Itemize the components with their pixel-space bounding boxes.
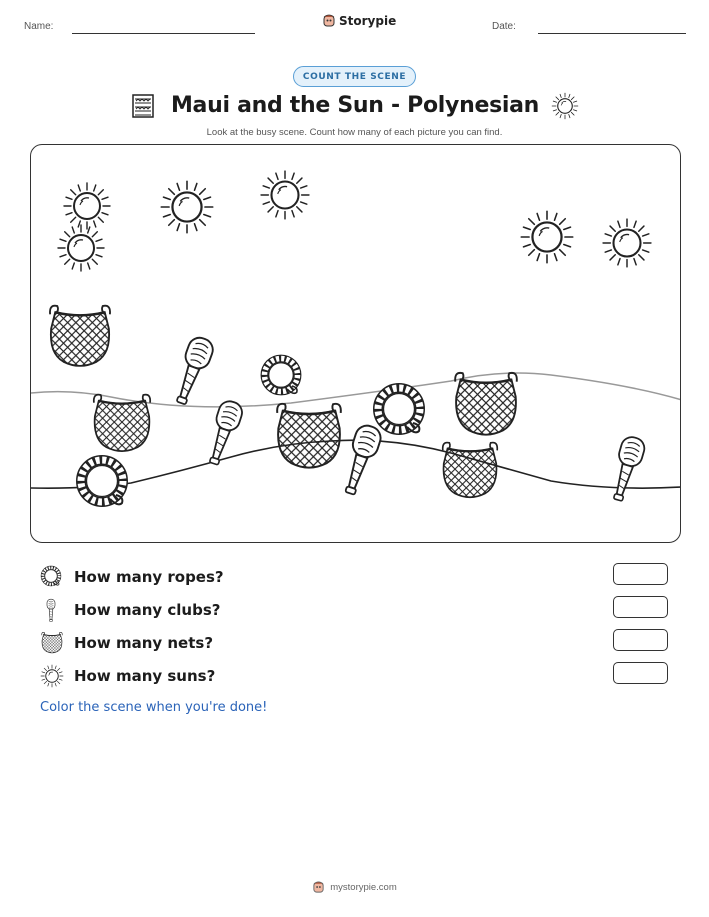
sun-icon xyxy=(259,169,311,221)
question-text: How many nets? xyxy=(74,634,214,652)
footer-url[interactable]: mystorypie.com xyxy=(330,881,397,893)
instructions: Look at the busy scene. Count how many of each picture you can find. xyxy=(206,127,503,138)
page-header xyxy=(0,0,709,50)
count-the-scene-badge: COUNT THE SCENE xyxy=(293,66,416,87)
rope-icon xyxy=(259,353,303,397)
storypie-mascot-icon xyxy=(312,880,325,894)
storypie-mascot-icon xyxy=(322,13,336,28)
sun-icon xyxy=(601,217,653,269)
question-text: How many ropes? xyxy=(74,568,224,586)
net-icon xyxy=(440,439,500,503)
busy-scene xyxy=(30,144,681,543)
sun-icon xyxy=(551,92,579,120)
answer-box-nets[interactable] xyxy=(613,629,668,651)
rope-icon xyxy=(74,453,130,509)
date-field[interactable] xyxy=(538,33,686,34)
name-field[interactable] xyxy=(72,33,255,34)
sun-icon xyxy=(159,179,215,235)
question-clubs xyxy=(40,598,670,622)
rope-icon xyxy=(40,565,62,587)
sun-icon xyxy=(56,223,106,273)
question-text: How many clubs? xyxy=(74,601,221,619)
answer-box-clubs[interactable] xyxy=(613,596,668,618)
tapa-cloth-icon xyxy=(132,94,154,118)
question-ropes xyxy=(40,565,670,589)
net-icon xyxy=(47,301,113,373)
page-title: Maui and the Sun - Polynesian xyxy=(170,93,540,118)
brand-name: Storypie xyxy=(339,13,397,28)
net-icon xyxy=(452,369,520,441)
question-nets xyxy=(40,631,670,655)
net-icon xyxy=(40,631,64,655)
page-footer xyxy=(0,880,709,894)
question-suns xyxy=(40,664,670,688)
net-icon xyxy=(91,391,153,457)
sun-icon xyxy=(519,209,575,265)
name-label: Name: xyxy=(24,21,54,32)
sun-icon xyxy=(40,664,64,688)
rope-icon xyxy=(371,381,427,437)
answer-box-ropes[interactable] xyxy=(613,563,668,585)
color-instruction: Color the scene when you're done! xyxy=(40,700,268,715)
date-label: Date: xyxy=(492,21,516,32)
answer-box-suns[interactable] xyxy=(613,662,668,684)
brand-logo xyxy=(322,13,396,28)
club-icon xyxy=(40,598,62,622)
question-text: How many suns? xyxy=(74,667,216,685)
